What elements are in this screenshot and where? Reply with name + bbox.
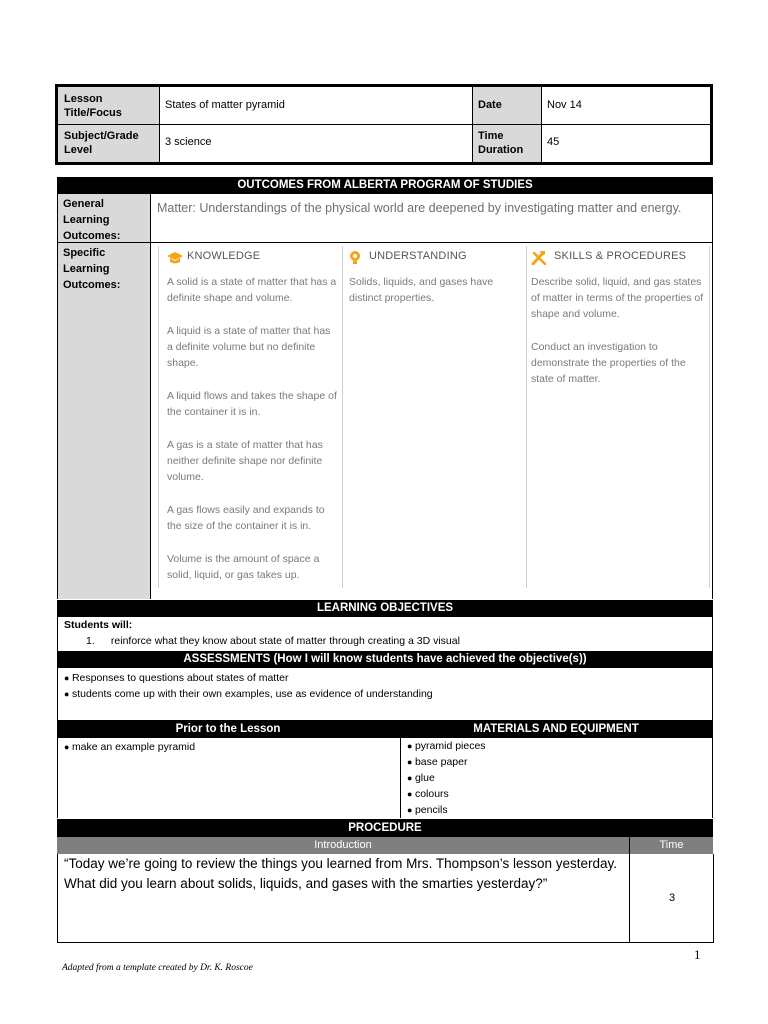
- assessments-body: [57, 668, 713, 720]
- outcomes-table: [57, 194, 713, 599]
- lesson-title-label-cell: [58, 87, 160, 125]
- lesson-title-value: States of matter pyramid: [165, 99, 285, 111]
- objectives-body: [57, 617, 713, 651]
- assessment-item: ● Responses to questions about states of matter: [64, 670, 704, 686]
- procedure-intro-row: [57, 854, 714, 943]
- subject-label: Subject/Grade Level: [64, 130, 139, 156]
- tools-icon: [531, 250, 547, 265]
- intro-time-value: 3: [668, 892, 676, 904]
- materials-item: ● pyramid pieces: [407, 738, 707, 754]
- outcomes-title-bar: [57, 177, 713, 194]
- general-outcomes-label-cell: [58, 194, 151, 242]
- prior-materials-body: [57, 738, 713, 818]
- objective-item: [86, 635, 686, 647]
- knowledge-item: A solid is a state of matter that has a definite shape and volume.: [167, 276, 337, 304]
- specific-outcomes-label-cell: [58, 243, 151, 599]
- materials-title: MATERIALS AND EQUIPMENT: [473, 723, 639, 735]
- general-outcomes-text-cell: [151, 194, 712, 242]
- knowledge-item: A liquid flows and takes the shape of the container it is in.: [167, 390, 337, 418]
- materials-item: ● glue: [407, 770, 707, 786]
- knowledge-item: A gas flows easily and expands to the size of the container it is in.: [167, 504, 325, 532]
- understanding-heading: UNDERSTANDING: [369, 250, 467, 262]
- assessment-item: ● students come up with their own examples, use as evidence of understanding: [64, 686, 704, 702]
- page-number: 1: [694, 947, 701, 962]
- understanding-column: [343, 246, 527, 588]
- knowledge-heading-row: [167, 250, 337, 266]
- graduation-cap-icon: [167, 251, 183, 265]
- date-value-cell: [542, 87, 710, 125]
- prior-item: ● make an example pyramid: [64, 739, 394, 755]
- knowledge-heading: KNOWLEDGE: [187, 250, 261, 262]
- time-value: 45: [547, 136, 560, 148]
- general-outcomes-text: Matter: Understandings of the physical world are deepened by investigating matter and energy.: [157, 201, 682, 215]
- knowledge-item: A liquid is a state of matter that has a definite volume but no definite shape.: [167, 325, 331, 369]
- time-value-cell: [542, 125, 710, 162]
- lesson-title-label: Lesson Title/Focus: [64, 93, 122, 119]
- template-credit: Adapted from a template created by Dr. K. Roscoe: [62, 963, 253, 973]
- subject-value-cell: [160, 125, 473, 162]
- knowledge-column: [159, 246, 343, 588]
- prior-title: Prior to the Lesson: [175, 723, 281, 735]
- prior-materials-title-bar: [57, 720, 713, 738]
- subject-value: 3 science: [165, 136, 212, 148]
- materials-item: ● colours: [407, 786, 707, 802]
- objectives-intro: Students will:: [64, 619, 133, 631]
- skills-item: Describe solid, liquid, and gas states of matter in terms of the properties of shape and volume.: [531, 276, 704, 320]
- materials-list: [407, 738, 707, 818]
- assessments-title-bar: [57, 651, 713, 668]
- assessments-title: ASSESSMENTS (How I will know students have achieved the objective(s)): [183, 653, 587, 665]
- objectives-title-bar: [57, 600, 713, 617]
- procedure-columns-bar: [57, 837, 713, 854]
- outcomes-title: OUTCOMES FROM ALBERTA PROGRAM OF STUDIES: [237, 179, 533, 191]
- skills-item: Conduct an investigation to demonstrate the properties of the state of matter.: [531, 341, 686, 385]
- skills-heading: SKILLS & PROCEDURES: [554, 250, 687, 262]
- procedure-title: PROCEDURE: [348, 822, 422, 834]
- knowledge-item: Volume is the amount of space a solid, liquid, or gas takes up.: [167, 553, 320, 581]
- skills-heading-row: [531, 250, 707, 266]
- subject-label-cell: [58, 125, 160, 162]
- outcomes-divider: [58, 242, 712, 243]
- specific-outcomes-label: Specific Learning Outcomes:: [63, 247, 121, 291]
- time-label: Time Duration: [478, 130, 524, 156]
- date-label-cell: [473, 87, 542, 125]
- intro-text: “Today we’re going to review the things you learned from Mrs. Thompson’s lesson yesterday. What did you learn about solids, liquids, and gases with the smarties yesterday?”: [64, 856, 618, 891]
- objective-text: reinforce what they know about state of matter through creating a 3D visual: [110, 635, 460, 647]
- understanding-item: Solids, liquids, and gases have distinct properties.: [349, 276, 494, 304]
- objective-number: 1.: [86, 635, 95, 647]
- lightbulb-icon: [349, 251, 361, 265]
- assessments-list: [64, 670, 704, 702]
- general-outcomes-label: General Learning Outcomes:: [63, 198, 121, 242]
- understanding-heading-row: [349, 250, 521, 266]
- prior-materials-divider: [400, 738, 401, 818]
- skills-column: [527, 246, 711, 588]
- time-label-cell: [473, 125, 542, 162]
- lesson-info-table: [55, 84, 713, 165]
- prior-list: [64, 739, 394, 755]
- specific-outcomes-grid: [158, 246, 710, 588]
- knowledge-item: A gas is a state of matter that has neither definite shape nor definite volume.: [167, 439, 323, 483]
- materials-item: ● base paper: [407, 754, 707, 770]
- introduction-heading: Introduction: [314, 839, 372, 851]
- materials-item: ● pencils: [407, 802, 707, 818]
- lesson-title-value-cell: [160, 87, 473, 125]
- date-label: Date: [478, 99, 502, 111]
- objectives-title: LEARNING OBJECTIVES: [316, 602, 454, 614]
- date-value: Nov 14: [547, 99, 582, 111]
- time-heading: Time: [629, 837, 713, 854]
- procedure-title-bar: [57, 819, 713, 837]
